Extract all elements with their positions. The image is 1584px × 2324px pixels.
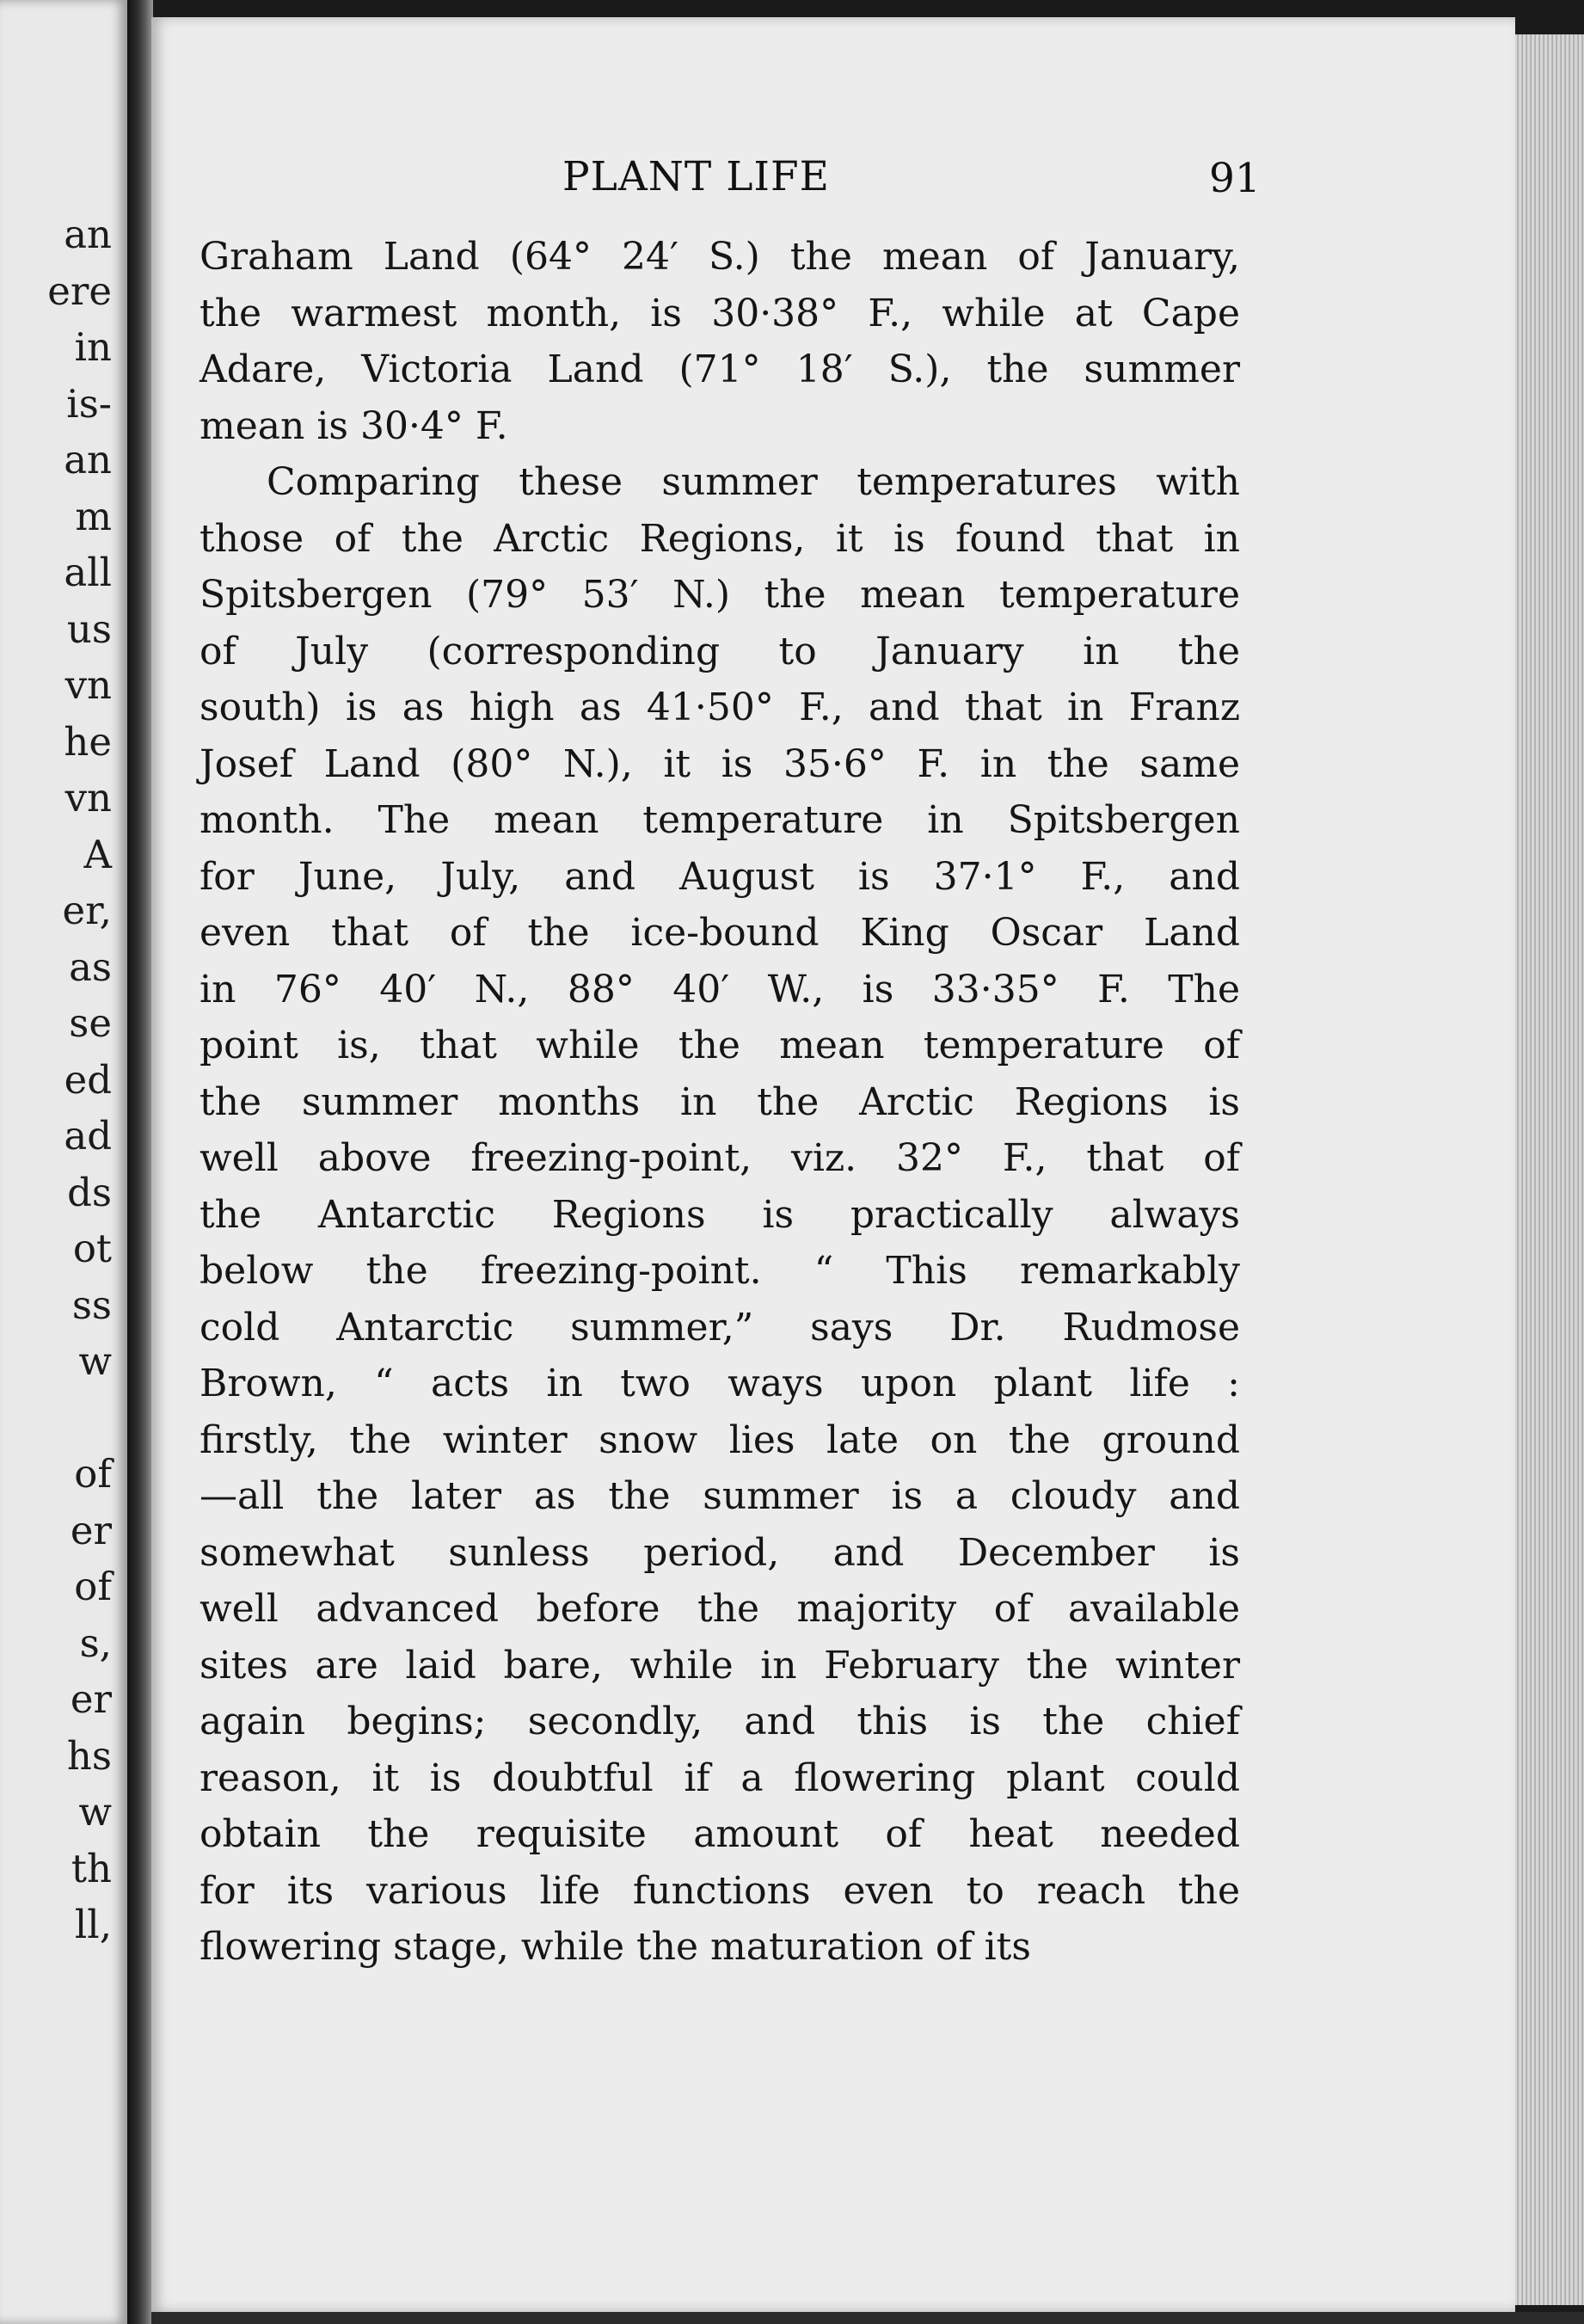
text-line: those of the Arctic Regions, it is found that in [200, 516, 1240, 561]
left-page-fragment: th [71, 1845, 112, 1891]
left-page-fragment: vn [64, 662, 112, 708]
text-line: Comparing these summer temperatures with [267, 460, 1240, 504]
text-line: obtain the requisite amount of heat needed [200, 1812, 1240, 1856]
left-page-fragment: w [78, 1338, 112, 1384]
text-line: Spitsbergen (79° 53′ N.) the mean temperature [200, 573, 1240, 617]
text-line: sites are laid bare, while in February the winter [200, 1643, 1240, 1688]
text-line: Brown, “ acts in two ways upon plant life : [200, 1362, 1240, 1405]
left-page-fragment: vn [64, 775, 112, 821]
left-page-fragment: an [64, 437, 112, 483]
text-line: —all the later as the summer is a cloudy and [200, 1474, 1240, 1518]
text-line: month. The mean temperature in Spitsbergen [200, 798, 1240, 842]
body-text [200, 229, 1240, 1976]
left-page-fragment: of [74, 1451, 112, 1497]
left-page-fragment: ll, [74, 1902, 112, 1947]
text-line: point is, that while the mean temperature of [200, 1024, 1240, 1067]
text-line: flowering stage, while the maturation of its [200, 1925, 1031, 1969]
left-page-fragment: he [64, 718, 112, 765]
left-page-fragment: all [64, 550, 112, 595]
left-page-fragment: ot [72, 1226, 112, 1271]
left-page-fragment: er [70, 1507, 112, 1553]
text-line: well above freezing-point, viz. 32° F., that of [200, 1136, 1240, 1180]
left-page-fragment: hs [66, 1732, 112, 1779]
left-page-fragment: of [74, 1564, 112, 1609]
text-line: the Antarctic Regions is practically always [200, 1192, 1240, 1237]
left-page-fragment: ss [71, 1282, 112, 1328]
left-page-fragment: m [75, 493, 112, 539]
text-line: below the freezing-point. “ This remarkably [200, 1249, 1240, 1293]
text-line: somewhat sunless period, and December is [200, 1530, 1240, 1575]
left-page-fragment: er [70, 1676, 112, 1722]
left-page-fragment: er, [62, 888, 112, 933]
left-page-fragment: ds [67, 1169, 112, 1215]
text-line: well advanced before the majority of available [200, 1587, 1240, 1631]
left-page-fragment: as [69, 944, 112, 990]
page-bottom-edge [151, 2312, 1584, 2324]
left-page-fragment: ed [64, 1056, 112, 1103]
text-line: the summer months in the Arctic Regions is [200, 1079, 1240, 1124]
text-line: of July (corresponding to January in the [200, 629, 1240, 673]
text-line: mean is 30·4° F. [200, 403, 508, 448]
text-line: firstly, the winter snow lies late on the ground [200, 1417, 1240, 1462]
text-line: Graham Land (64° 24′ S.) the mean of January, [200, 235, 1240, 279]
left-page-fragment: ad [64, 1113, 112, 1159]
text-line: south) is as high as 41·50° F., and that in Franz [200, 686, 1240, 729]
text-line: in 76° 40′ N., 88° 40′ W., is 33·35° F. The [200, 967, 1240, 1011]
left-page-fragment: an [64, 212, 112, 257]
running-head: PLANT LIFE [562, 153, 830, 200]
text-line: Adare, Victoria Land (71° 18′ S.), the summer [200, 347, 1240, 391]
page-number: 91 [1209, 155, 1261, 202]
left-page-fragment: s, [79, 1620, 112, 1666]
text-line: for its various life functions even to reach the [200, 1868, 1240, 1913]
text-line: even that of the ice-bound King Oscar Land [200, 911, 1240, 955]
text-line: again begins; secondly, and this is the chief [200, 1700, 1240, 1743]
text-line: reason, it is doubtful if a flowering plant could [200, 1755, 1240, 1800]
book-gutter [127, 0, 153, 2324]
text-line: cold Antarctic summer,” says Dr. Rudmose [200, 1305, 1240, 1350]
page-edges [1515, 34, 1584, 2305]
left-page-fragment: se [69, 1000, 112, 1046]
left-page-fragment: ere [47, 267, 112, 314]
left-page-fragment: is- [66, 380, 112, 427]
left-page-fragment: w [78, 1789, 112, 1835]
left-page-fragment: us [66, 606, 112, 652]
left-facing-page [0, 0, 127, 2324]
left-page-fragment: in [74, 324, 112, 370]
left-page-fragment: A [83, 831, 112, 877]
text-line: for June, July, and August is 37·1° F., and [200, 854, 1240, 899]
text-line: Josef Land (80° N.), it is 35·6° F. in the same [200, 741, 1240, 786]
text-line: the warmest month, is 30·38° F., while at Cape [200, 291, 1240, 335]
